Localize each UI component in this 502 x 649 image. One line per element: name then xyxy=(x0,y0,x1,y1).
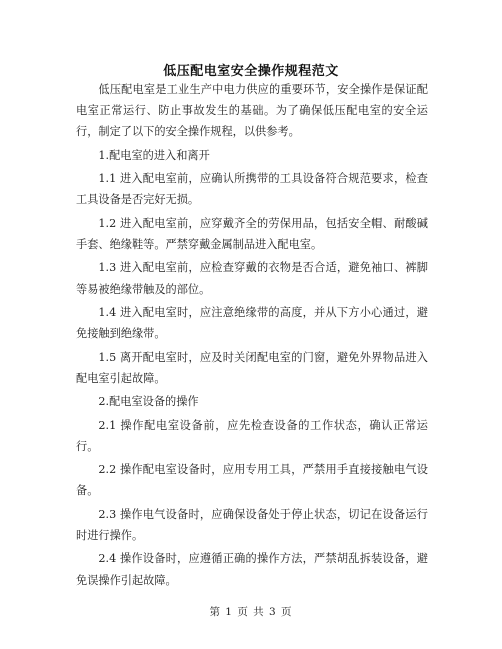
document-body xyxy=(76,79,428,593)
body-paragraph: 1.4 进入配电室时，应注意绝缘带的高度，并从下方小心通过，避免接触到绝缘带。 xyxy=(76,305,428,341)
body-paragraph: 1.1 进入配电室前，应确认所携带的工具设备符合规范要求，检查工具设备是否完好无损。 xyxy=(76,172,428,207)
page-number-footer: 第 1 页 共 3 页 xyxy=(209,606,293,618)
document-title: 低压配电室安全操作规程范文 xyxy=(163,64,339,79)
body-paragraph: 1.2 进入配电室前，应穿戴齐全的劳保用品，包括安全帽、耐酸碱手套、绝缘鞋等。严禁穿戴金属制品进入配电室。 xyxy=(76,216,428,251)
section-heading: 2.配电室设备的操作 xyxy=(98,395,199,409)
body-paragraph: 2.1 操作配电室设备前，应先检查设备的工作状态，确认正常运行。 xyxy=(76,418,428,453)
section-heading: 1.配电室的进入和离开 xyxy=(98,148,210,162)
body-paragraph: 2.3 操作电气设备时，应确保设备处于停止状态，切记在设备运行时进行操作。 xyxy=(76,507,428,542)
intro-paragraph: 低压配电室是工业生产中电力供应的重要环节，安全操作是保证配电室正常运行、防止事故发生的基础。为了确保低压配电室的安全运行，制定了以下的安全操作规程，以供参考。 xyxy=(76,83,428,139)
body-paragraph: 2.2 操作配电室设备时，应用专用工具，严禁用手直接接触电气设备。 xyxy=(76,463,428,498)
body-paragraph: 1.5 离开配电室时，应及时关闭配电室的门窗，避免外界物品进入配电室引起故障。 xyxy=(76,350,428,385)
body-paragraph: 2.4 操作设备时，应遵循正确的操作方法，严禁胡乱拆装设备，避免误操作引起故障。 xyxy=(76,552,428,587)
body-paragraph: 1.3 进入配电室前，应检查穿戴的衣物是否合适，避免袖口、裤脚等易被绝缘带触及的部位。 xyxy=(76,261,428,296)
